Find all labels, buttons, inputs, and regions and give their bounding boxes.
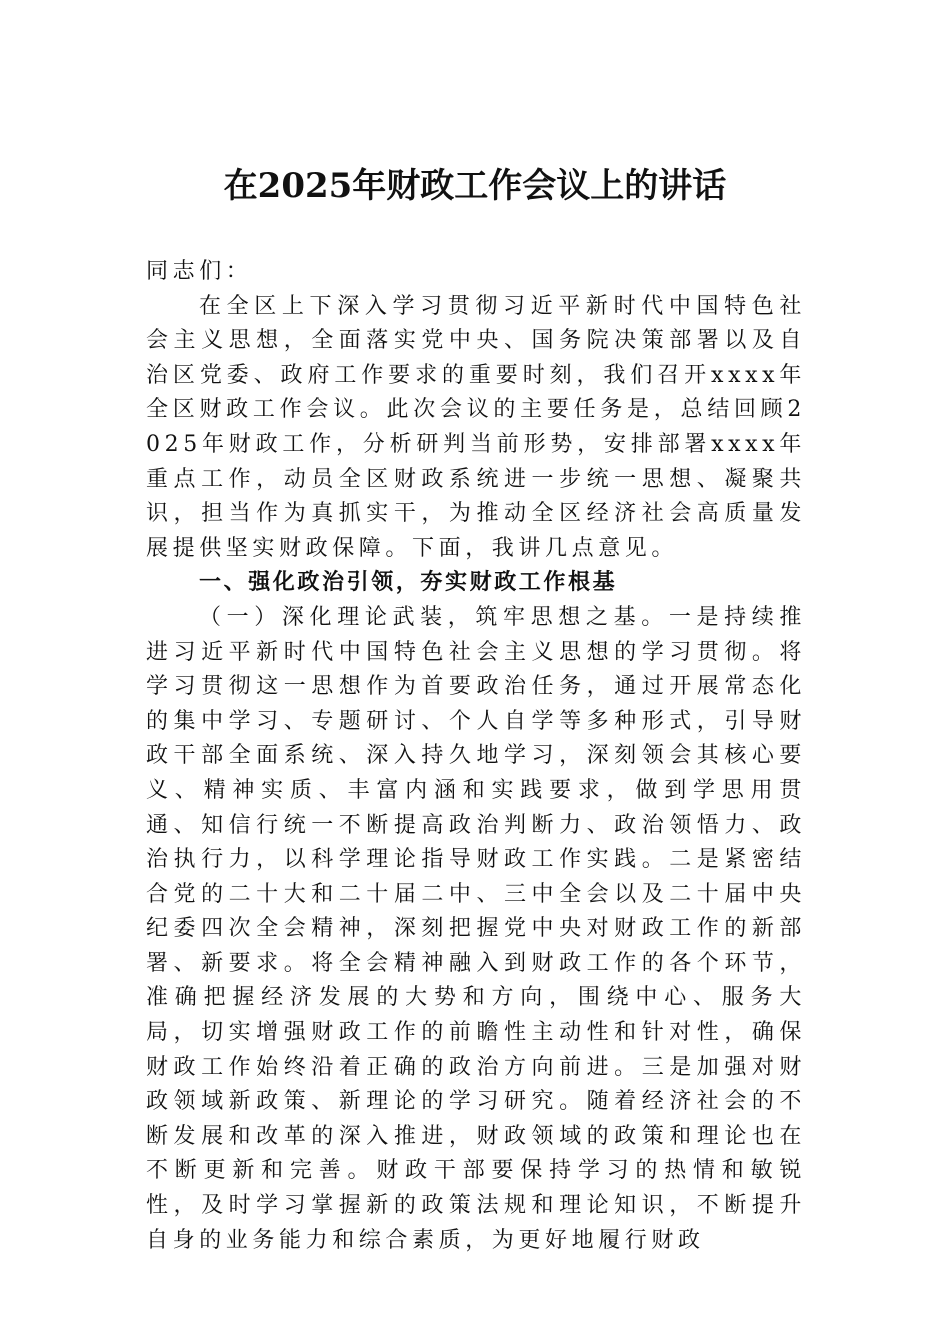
intro-paragraph: 在全区上下深入学习贯彻习近平新时代中国特色社会主义思想，全面落实党中央、国务院决策部署以及自治区党委、政府工作要求的重要时刻，我们召开xxxx年全区财政工作会议。此次会议的主要任务是，总结回顾2025年财政工作，分析研判当前形势，安排部署xxxx年重点工作，动员全区财政系统进一步统一思想、凝聚共识，担当作为真抓实干，为推动全区经济社会高质量发展提供坚实财政保障。下面，我讲几点意见。 [146, 293, 806, 561]
salutation: 同志们： [146, 259, 253, 284]
body-paragraph: （一）深化理论武装，筑牢思想之基。一是持续推进习近平新时代中国特色社会主义思想的学习贯彻。将学习贯彻这一思想作为首要政治任务，通过开展常态化的集中学习、专题研讨、个人自学等多种形式，引导财政干部全面系统、深入持久地学习，深刻领会其核心要义、精神实质、丰富内涵和实践要求，做到学思用贯通、知信行统一不断提高政治判断力、政治领悟力、政治执行力，以科学理论指导财政工作实践。二是紧密结合党的二十大和二十届二中、三中全会以及二十届中央纪委四次全会精神，深刻把握党中央对财政工作的新部署、新要求。将全会精神融入到财政工作的各个环节，准确把握经济发展的大势和方向，围绕中心、服务大局，切实增强财政工作的前瞻性主动性和针对性，确保财政工作始终沿着正确的政治方向前进。三是加强对财政领域新政策、新理论的学习研究。随着经济社会的不断发展和改革的深入推进，财政领域的政策和理论也在不断更新和完善。财政干部要保持学习的热情和敏锐性，及时学习掌握新的政策法规和理论知识，不断提升自身的业务能力和综合素质，为更好地履行财政 [146, 604, 806, 1253]
document-body [146, 255, 806, 1258]
section-heading: 一、强化政治引领，夯实财政工作根基 [199, 570, 618, 596]
document-title: 在2025年财政工作会议上的讲话 [223, 166, 727, 206]
